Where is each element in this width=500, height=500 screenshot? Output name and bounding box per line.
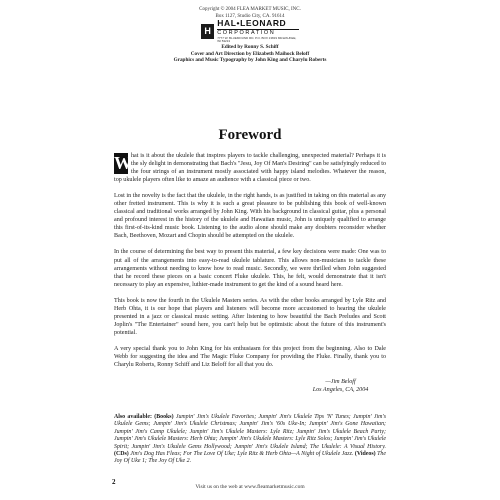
- signoff: [295, 378, 386, 394]
- cds-label: (CDs): [114, 451, 129, 458]
- videos-label: (Videos): [354, 451, 376, 458]
- books-label: (Books): [154, 414, 174, 420]
- also-available-label: Also available:: [114, 414, 152, 420]
- signoff-place: Los Angeles, CA, 2004: [312, 387, 369, 393]
- copyright-line: Copyright © 2004 FLEA MARKET MUSIC, INC.: [199, 7, 301, 12]
- paragraph: Lost in the novelty is the fact that the ukulele, in the right hands, is as justified in taking on this material as any other fretted instrument. This is why it is such a great pleasure to be publishing this book of well-known classical and traditional works arranged by John King. With his background in classical guitar, plus a personal and profound interest in the history of the ukulele and Hawaiian music, John is uniquely qualified to arrange this first-of-its-kind music book. Listening to the audio alone should make any doubters reconsider whether Bach, Beethoven, Mozart and Chopin should be attempted on the ukulele.: [114, 193, 386, 240]
- address-line: Box 1127, Studio City, CA. 91614: [215, 14, 285, 19]
- videos-list: The Joy Of Uke 1; The Joy Of Uke 2.: [114, 451, 386, 465]
- paragraph: In the course of determining the best way to present this material, a few key decisions were made: One was to put all of the arrangements into easy-to-read ukulele tablature. This allows non-musicians to tackle these arrangements without needing to know how to read music. Secondly, we were thrilled when John suggested that he record these pieces on a basic concert Fluke ukulele. This, he felt, would demonstrate that it isn't necessary to play an expensive, luthier-made instrument to get the kind of a sound heard here.: [114, 249, 386, 288]
- website-footer: Visit us on the web at www.fleamarketmusic.com: [195, 484, 305, 490]
- foreword-body: [114, 152, 386, 377]
- logo-corporation: CORPORATION: [217, 29, 299, 37]
- paragraph: W hat is it about the ukulele that inspires players to tackle challenging, unexpected material? Perhaps it is the sly delight in demonstrating that Bach's "Jesu, Joy Of Man's Desiring" can be satisfyingly reduced to the four strings of an instrument mostly associated with happy island melodies. Whatever the reason, top ukulele players often like to amaze an audience with a classical piece or two.: [114, 153, 386, 184]
- page-number: 2: [112, 478, 116, 486]
- cds-list: Jim's Dog Has Fleas; For The Love Of Uke; Lyle Ritz & Herb Ohta—A Night of Ukulele Jazz.: [130, 451, 354, 458]
- paragraph: A very special thank you to John King for his enthusiasm for this project from the beginning. Also to Dale Webb for suggesting the idea and The Magic Fluke Company for providing the Fluke. Finally, thank you to Charylu Roberts, Ronny Schiff and Liz Beloff for all that you do.: [114, 345, 386, 369]
- credit-editor: Edited by Ronny S. Schiff: [221, 44, 279, 50]
- hal-leonard-logo: [201, 18, 299, 43]
- signoff-name: —Jim Beloff: [325, 379, 356, 385]
- drop-cap: W: [114, 153, 132, 173]
- credit-art-direction: Cover and Art Direction by Elizabeth Maihock Beloff: [190, 50, 310, 57]
- hal-leonard-logo-icon: H: [201, 24, 214, 39]
- logo-tagline: 7777 W. BLUEMOUND RD. P.O. BOX 13819 MILWAUKEE, WI 53213: [217, 36, 297, 43]
- also-available: [114, 414, 386, 466]
- credit-graphics: Graphics and Music Typography by John King and Charylu Roberts: [173, 57, 327, 63]
- paragraph: This book is now the fourth in the Ukulele Masters series. As with the other books arranged by Lyle Ritz and Herb Ohta, it is our hope that players and listeners will become more accustomed to hearing the ukulele presented in a jazz or classical music setting. After listening to how beautiful the Bach Preludes and Scott Joplin's "The Entertainer" sound here, you can't help but be optimistic about the future of this instrument's potential.: [114, 297, 386, 336]
- books-list: Jumpin' Jim's Ukulele Favorites; Jumpin' Jim's Ukulele Tips 'N' Tunes; Jumpin' Jim's Ukulele Gems; Jumpin' Jim's Ukulele Christmas; Jumpin' Jim's '60s Uke-In; Jumpin' Jim's Gone Hawaiian; Jumpin' Jim's Camp Ukulele; Jumpin' Jim's Ukulele Masters: Lyle Ritz; Jumpin' Jim's Ukulele Beach Party; Jumpin' Jim's Ukulele Masters: Herb Ohta; Jumpin' Jim's Ukulele Masters: Lyle Ritz Solos; Jumpin' Jim's Ukulele Spirit; Jumpin' Jim's Ukulele Gems Hollywood; Jumpin' Jim's Ukulele Island; The Ukulele: A Visual History.: [114, 414, 386, 450]
- logo-name: HAL•LEONARD: [217, 18, 287, 28]
- page-title: Foreword: [218, 127, 282, 143]
